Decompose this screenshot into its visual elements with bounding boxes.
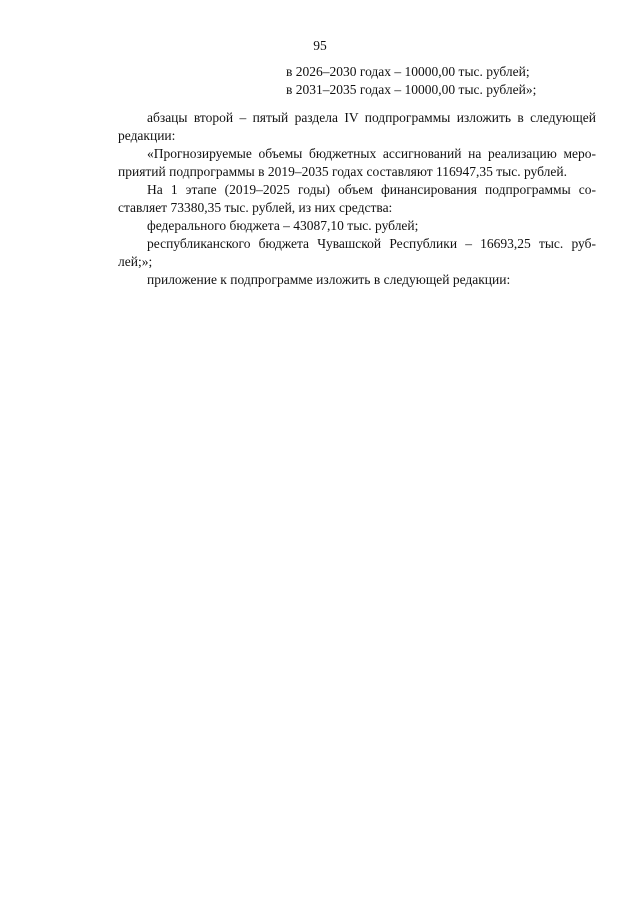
paragraph-stage-one xyxy=(118,181,596,217)
paragraph-forecast-volumes xyxy=(118,145,596,181)
paragraph-line: На 1 этапе (2019–2025 годы) объем финансирования подпрограммы со- xyxy=(147,182,596,197)
paragraph-line: абзацы второй – пятый раздела IV подпрограммы изложить в следующей xyxy=(147,110,596,125)
funding-years-list xyxy=(286,63,536,99)
paragraph-line: федерального бюджета – 43087,10 тыс. рублей; xyxy=(147,218,419,233)
page-number: 95 xyxy=(313,38,327,53)
document-body xyxy=(118,109,596,289)
paragraph-amend-section-iv xyxy=(118,109,596,145)
paragraph-line: приятий подпрограммы в 2019–2035 годах составляют 116947,35 тыс. рублей. xyxy=(118,164,567,179)
paragraph-line: лей;»; xyxy=(118,254,153,269)
paragraph-line: редакции: xyxy=(118,128,176,143)
paragraph-federal-budget xyxy=(118,217,596,235)
paragraph-line: ставляет 73380,35 тыс. рублей, из них средства: xyxy=(118,200,393,215)
funding-line-2031-2035: в 2031–2035 годах – 10000,00 тыс. рублей»; xyxy=(286,82,537,97)
paragraph-appendix-amend xyxy=(118,271,596,289)
paragraph-line: республиканского бюджета Чувашской Республики – 16693,25 тыс. руб- xyxy=(147,236,596,251)
paragraph-line: «Прогнозируемые объемы бюджетных ассигнований на реализацию меро- xyxy=(147,146,596,161)
paragraph-line: приложение к подпрограмме изложить в следующей редакции: xyxy=(147,272,511,287)
paragraph-republican-budget xyxy=(118,235,596,271)
funding-line-2026-2030: в 2026–2030 годах – 10000,00 тыс. рублей; xyxy=(286,64,530,79)
